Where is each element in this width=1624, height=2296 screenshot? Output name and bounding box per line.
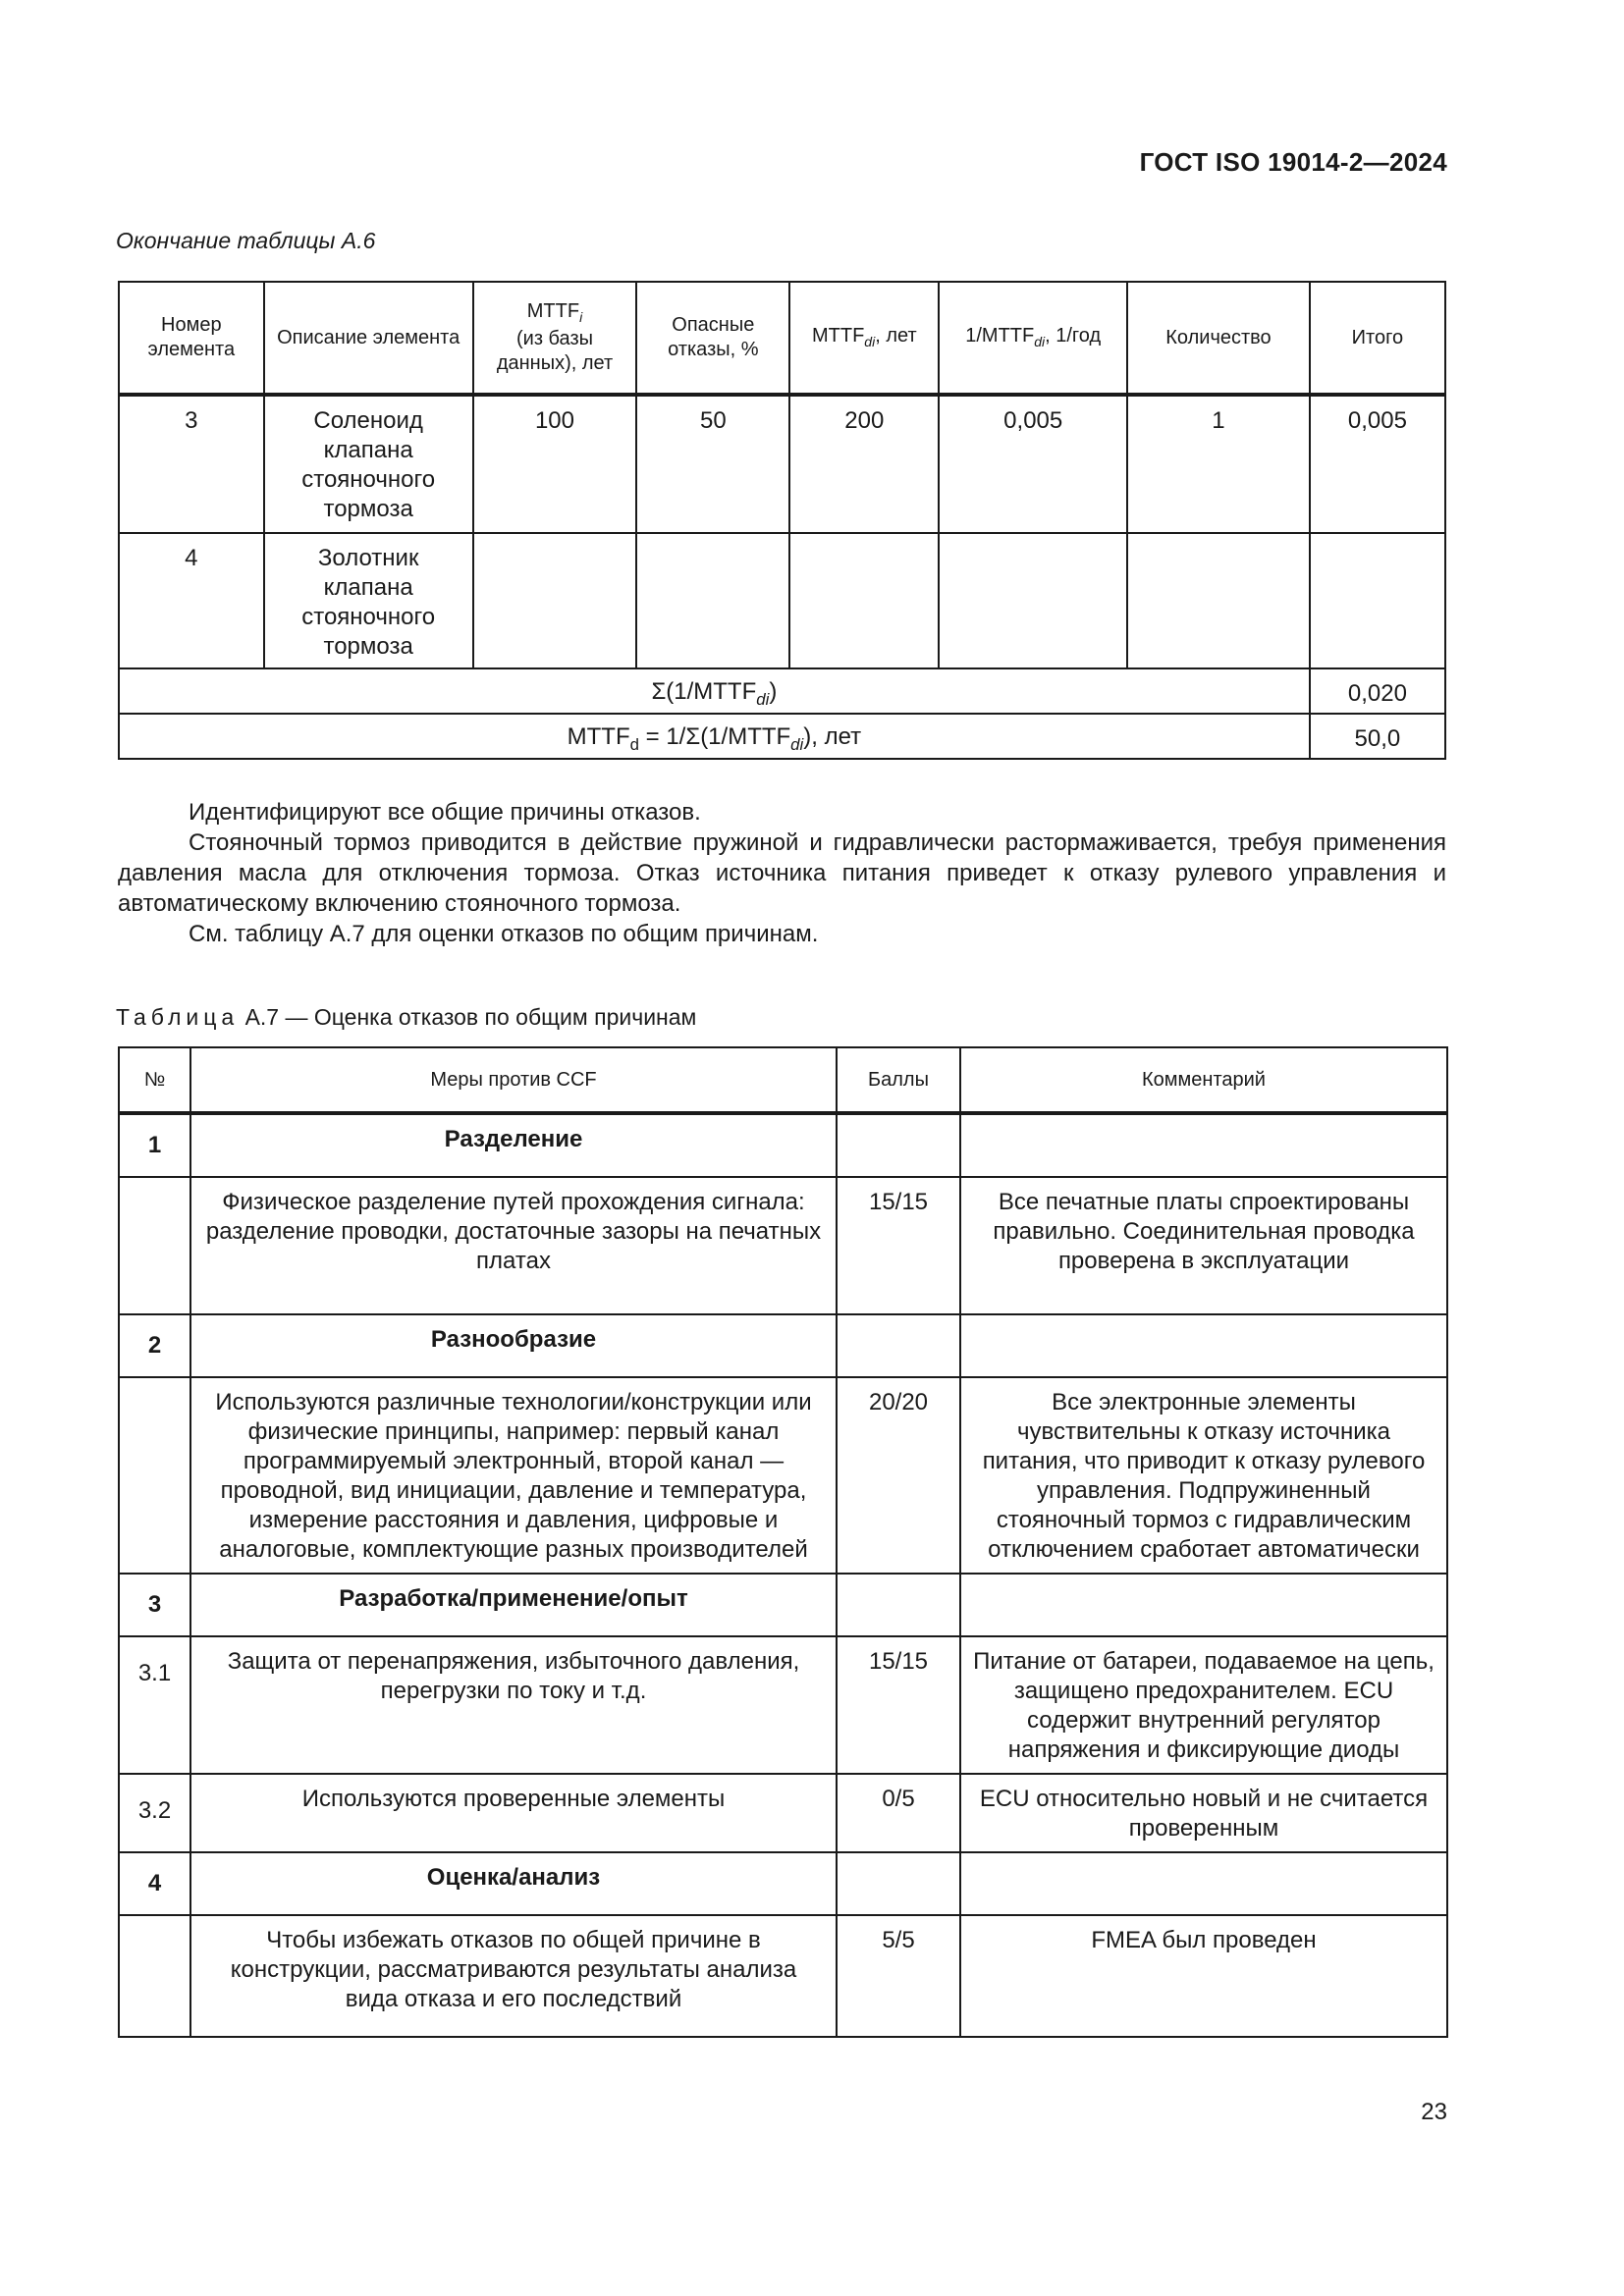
section-row (119, 1113, 1447, 1177)
table-row (119, 1774, 1447, 1852)
empty-cell (837, 1314, 960, 1377)
section-title: Оценка/анализ (190, 1852, 837, 1915)
section-title: Разработка/применение/опыт (190, 1574, 837, 1636)
section-row (119, 1574, 1447, 1636)
cell-desc: Золотник клапана стояночного тормоза (264, 533, 473, 668)
section-row (119, 1314, 1447, 1377)
item-number (119, 1377, 190, 1574)
item-number (119, 1915, 190, 2037)
section-number: 2 (119, 1314, 190, 1377)
cell-num: 3 (119, 395, 264, 533)
cell-total (1310, 533, 1445, 668)
item-score: 15/15 (837, 1177, 960, 1314)
cell-dangerous: 50 (636, 395, 789, 533)
section-title: Разнообразие (190, 1314, 837, 1377)
item-measure: Физическое разделение путей прохождения сигнала: разделение проводки, достаточные зазоры на печатных платах (190, 1177, 837, 1314)
table-row (119, 1636, 1447, 1774)
section-number: 3 (119, 1574, 190, 1636)
cell-qty: 1 (1127, 395, 1310, 533)
section-number: 1 (119, 1113, 190, 1177)
item-comment: Все печатные платы спроектированы правильно. Соединительная проводка проверена в эксплуатации (960, 1177, 1447, 1314)
table-a6 (118, 281, 1446, 760)
empty-cell (837, 1852, 960, 1915)
table-a7-caption (116, 1004, 696, 1031)
body-text (118, 797, 1446, 949)
section-title: Разделение (190, 1113, 837, 1177)
mttfd-value: 50,0 (1310, 714, 1445, 759)
item-comment: FMEA был проведен (960, 1915, 1447, 2037)
cell-mttf: 100 (473, 395, 637, 533)
empty-cell (960, 1574, 1447, 1636)
header-score: Баллы (837, 1047, 960, 1113)
header-total: Итого (1310, 282, 1445, 395)
table-row (119, 1177, 1447, 1314)
empty-cell (960, 1852, 1447, 1915)
table-a6-header-row (119, 282, 1445, 395)
cell-inv (939, 533, 1127, 668)
item-number (119, 1177, 190, 1314)
table-a7-header-row (119, 1047, 1447, 1113)
cell-desc: Соленоид клапана стояночного тормоза (264, 395, 473, 533)
empty-cell (837, 1574, 960, 1636)
empty-cell (960, 1113, 1447, 1177)
header-mttf-i: $MTTF_i$ (из базы данных), лет (473, 282, 637, 395)
header-quantity: Количество (1127, 282, 1310, 395)
document-code: ГОСТ ISO 19014-2—2024 (1139, 147, 1447, 177)
header-comment: Комментарий (960, 1047, 1447, 1113)
item-measure: Используются различные технологии/конструкции или физические принципы, например: первый канал программируемый электронный, второй канал — проводной, вид инициации, давление и температура, измерение расстояния и давления, цифровые и аналоговые, комплектующие разных производителей (190, 1377, 837, 1574)
item-score: 0/5 (837, 1774, 960, 1852)
empty-cell (837, 1113, 960, 1177)
cell-mttfd (789, 533, 939, 668)
item-comment: ECU относительно новый и не считается проверенным (960, 1774, 1447, 1852)
table-row (119, 395, 1445, 533)
item-score: 20/20 (837, 1377, 960, 1574)
section-number: 4 (119, 1852, 190, 1915)
header-number: № (119, 1047, 190, 1113)
header-mttf-di: $MTTF_{di}$, лет (789, 282, 939, 395)
cell-mttf (473, 533, 637, 668)
table-row (119, 1915, 1447, 2037)
table-row (119, 1377, 1447, 1574)
header-dangerous-failures: Опасные отказы, % (636, 282, 789, 395)
table-row (119, 533, 1445, 668)
item-comment: Питание от батареи, подаваемое на цепь, защищено предохранителем. ECU содержит внутренний регулятор напряжения и фиксирующие диоды (960, 1636, 1447, 1774)
header-inverse-mttf-di: $1/MTTF_{di}$, 1/год (939, 282, 1127, 395)
table-a7 (118, 1046, 1448, 2038)
mttfd-label: $MTTF_d$ = $1/\Sigma(1/MTTF_{di})$, лет (119, 714, 1310, 759)
caption-label: Таблица (116, 1004, 240, 1030)
header-element-number: Номер элемента (119, 282, 264, 395)
item-score: 5/5 (837, 1915, 960, 2037)
paragraph: См. таблицу А.7 для оценки отказов по общим причинам. (189, 921, 819, 947)
item-number: 3.1 (119, 1636, 190, 1774)
item-number: 3.2 (119, 1774, 190, 1852)
sum-row (119, 668, 1445, 714)
paragraph: Стояночный тормоз приводится в действие пружиной и гидравлически растормаживается, требуя применения давления масла для отключения тормоза. Отказ источника питания приведет к отказу рулевого управления и автоматическому включению стояночного тормоза. (118, 829, 1446, 917)
cell-inv: 0,005 (939, 395, 1127, 533)
caption-text: А.7 — Оценка отказов по общим причинам (239, 1004, 697, 1030)
item-measure: Используются проверенные элементы (190, 1774, 837, 1852)
item-comment: Все электронные элементы чувствительны к отказу источника питания, что приводит к отказу рулевого управления. Подпружиненный стояночный тормоз с гидравлическим отключением сработает автоматически (960, 1377, 1447, 1574)
header-element-description: Описание элемента (264, 282, 473, 395)
sum-value: 0,020 (1310, 668, 1445, 714)
empty-cell (960, 1314, 1447, 1377)
section-row (119, 1852, 1447, 1915)
page-number: 23 (1421, 2099, 1447, 2125)
cell-mttfd: 200 (789, 395, 939, 533)
sum-label: $\Sigma(1/MTTF_{di})$ (119, 668, 1310, 714)
paragraph: Идентифицируют все общие причины отказов. (189, 799, 701, 826)
cell-num: 4 (119, 533, 264, 668)
table-a6-caption: Окончание таблицы А.6 (116, 228, 376, 253)
item-measure: Чтобы избежать отказов по общей причине в конструкции, рассматриваются результаты анализа вида отказа и его последствий (190, 1915, 837, 2037)
cell-total: 0,005 (1310, 395, 1445, 533)
mttfd-row (119, 714, 1445, 759)
cell-qty (1127, 533, 1310, 668)
item-score: 15/15 (837, 1636, 960, 1774)
header-measures: Меры против CCF (190, 1047, 837, 1113)
item-measure: Защита от перенапряжения, избыточного давления, перегрузки по току и т.д. (190, 1636, 837, 1774)
cell-dangerous (636, 533, 789, 668)
